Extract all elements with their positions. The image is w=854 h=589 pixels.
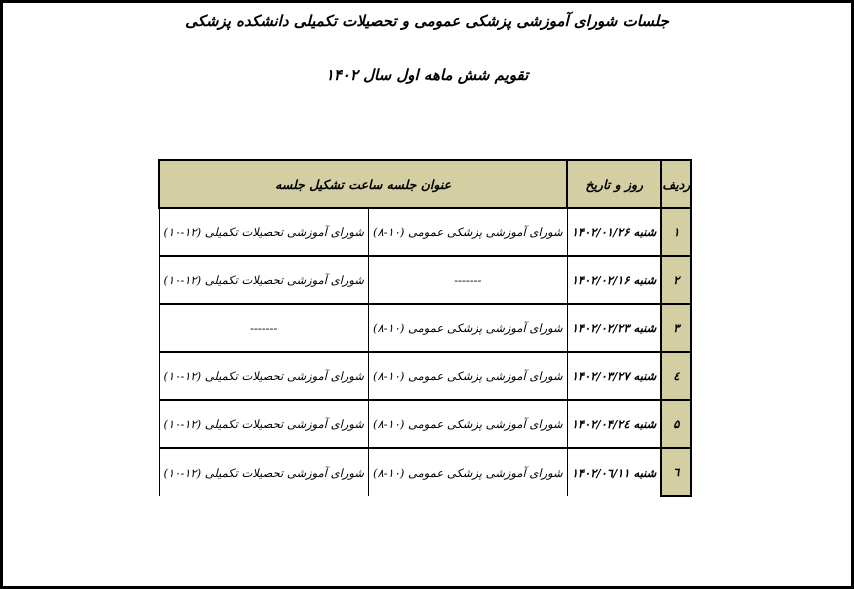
general-session: ------- <box>368 256 567 304</box>
general-session: شورای آموزشی پزشکی عمومی (۱۰-۸) <box>368 400 567 448</box>
table-row <box>159 304 691 352</box>
table-header-row <box>159 160 691 208</box>
schedule-table <box>158 159 692 497</box>
general-session: شورای آموزشی پزشکی عمومی (۱۰-۸) <box>368 208 567 256</box>
table-row <box>159 256 691 304</box>
row-date: شنبه ۱۴۰۲/۰۴/۲٤ <box>567 400 661 448</box>
row-number: ۳ <box>661 304 691 352</box>
graduate-session: شورای آموزشی تحصیلات تکمیلی (۱۲-۱۰) <box>159 208 368 256</box>
general-session: شورای آموزشی پزشکی عمومی (۱۰-۸) <box>368 448 567 496</box>
graduate-session: ------- <box>159 304 368 352</box>
row-date: شنبه ۱۴۰۲/۰۱/۲۶ <box>567 208 661 256</box>
row-date: شنبه ۱۴۰۲/۰۲/۲۳ <box>567 304 661 352</box>
row-date: شنبه ۱۴۰۲/۰٦/۱۱ <box>567 448 661 496</box>
table-row <box>159 352 691 400</box>
row-number: ٦ <box>661 448 691 496</box>
table-row <box>159 400 691 448</box>
graduate-session: شورای آموزشی تحصیلات تکمیلی (۱۲-۱۰) <box>159 448 368 496</box>
general-session: شورای آموزشی پزشکی عمومی (۱۰-۸) <box>368 304 567 352</box>
document-title: جلسات شورای آموزشی پزشکی عمومی و تحصیلات تکمیلی دانشکده پزشکی <box>185 12 669 30</box>
row-number: ۲ <box>661 256 691 304</box>
header-row-number: ردیف <box>661 160 691 208</box>
graduate-session: شورای آموزشی تحصیلات تکمیلی (۱۲-۱۰) <box>159 352 368 400</box>
row-number: ٤ <box>661 352 691 400</box>
row-date: شنبه ۱۴۰۲/۰۳/۲۷ <box>567 352 661 400</box>
row-date: شنبه ۱۴۰۲/۰۲/۱۶ <box>567 256 661 304</box>
graduate-session: شورای آموزشی تحصیلات تکمیلی (۱۲-۱۰) <box>159 256 368 304</box>
general-session: شورای آموزشی پزشکی عمومی (۱۰-۸) <box>368 352 567 400</box>
row-number: ۱ <box>661 208 691 256</box>
table-row <box>159 448 691 496</box>
header-session: عنوان جلسه ساعت تشکیل جلسه <box>159 160 567 208</box>
graduate-session: شورای آموزشی تحصیلات تکمیلی (۱۲-۱۰) <box>159 400 368 448</box>
document-subtitle: تقویم شش ماهه اول سال ۱۴۰۲ <box>325 66 529 84</box>
header-date: روز و تاریخ <box>567 160 661 208</box>
row-number: ۵ <box>661 400 691 448</box>
table-row <box>159 208 691 256</box>
